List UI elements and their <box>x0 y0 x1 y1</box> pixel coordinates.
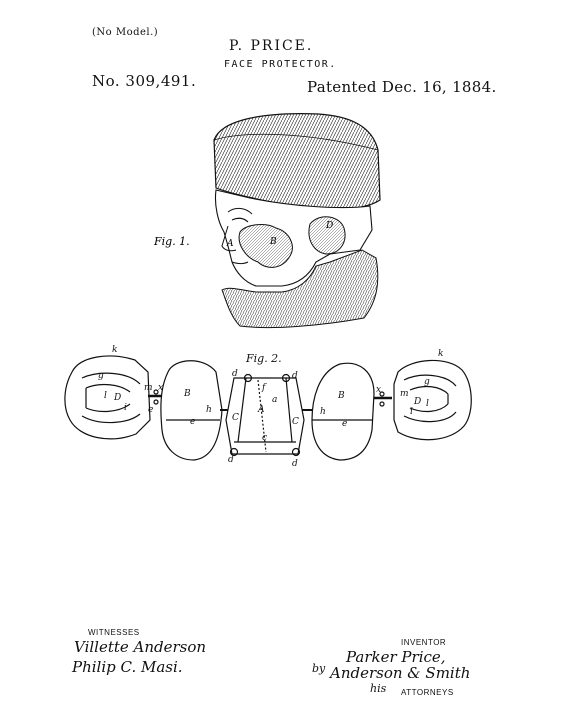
ref-left-e2: e <box>190 417 196 427</box>
inventor-signature: Parker Price, <box>346 648 446 666</box>
ref-left-b: B <box>184 389 191 399</box>
ref-left-m: m <box>144 383 153 393</box>
witnesses-label: WITNESSES <box>88 628 140 637</box>
patent-number: No. 309,491. <box>92 72 197 90</box>
ref-d-top-right: d <box>292 371 298 381</box>
inventor-heading: P. PRICE. <box>229 38 314 54</box>
left-cheek-pad <box>161 361 222 460</box>
ref-right-b: B <box>338 391 345 401</box>
ref-right-m: m <box>400 389 409 399</box>
ref-right-k: k <box>438 349 444 359</box>
ref-right-d: D <box>414 397 422 407</box>
witness-signature-1: Villette Anderson <box>74 638 207 656</box>
ref-d-top-left: d <box>232 369 238 379</box>
ref-left-l: l <box>104 391 107 401</box>
ref-c-left: C <box>232 413 239 423</box>
ref-left-x: x <box>158 383 164 393</box>
ref-left-g: g <box>98 371 104 381</box>
ref-d-bottom-right: d <box>292 459 298 469</box>
ref-d-bottom-left: d <box>228 455 234 465</box>
attorneys-label: ATTORNEYS <box>401 688 454 697</box>
ref-f-top: f <box>262 383 266 393</box>
ref-right-e: e <box>342 419 348 429</box>
ref-right-g: g <box>424 377 430 387</box>
his-word: his <box>370 682 387 695</box>
ref-right-l: l <box>426 399 429 409</box>
ref-c-right: C <box>292 417 299 427</box>
figure-1-head <box>153 114 380 328</box>
invention-title: FACE PROTECTOR. <box>224 59 337 70</box>
model-note: (No Model.) <box>92 27 159 38</box>
patent-date: Patented Dec. 16, 1884. <box>307 78 497 96</box>
witness-signature-2: Philip C. Masi. <box>72 658 183 676</box>
ref-a: A <box>227 239 234 249</box>
fig1-label: Fig. 1. <box>154 235 190 248</box>
ref-b: B <box>270 237 277 247</box>
fig2-label: Fig. 2. <box>246 352 282 365</box>
ref-left-e: e <box>148 405 154 415</box>
ref-c: c <box>262 433 268 443</box>
ref-right-x: x <box>376 385 382 395</box>
left-ear-frame <box>65 356 150 439</box>
ref-a: A <box>258 405 265 415</box>
by-word: by <box>312 662 326 675</box>
ref-right-h: h <box>320 407 326 417</box>
ref-a-small: a <box>272 395 278 405</box>
ref-left-i: i <box>124 403 127 413</box>
ref-left-h: h <box>206 405 212 415</box>
ref-left-k: k <box>112 345 118 355</box>
ref-right-i: i <box>410 407 413 417</box>
ref-d: D <box>326 221 334 231</box>
attorneys-signature: Anderson & Smith <box>330 664 471 682</box>
right-ear-frame <box>394 360 471 439</box>
ref-left-d: D <box>114 393 122 403</box>
inventor-label: INVENTOR <box>401 638 447 647</box>
